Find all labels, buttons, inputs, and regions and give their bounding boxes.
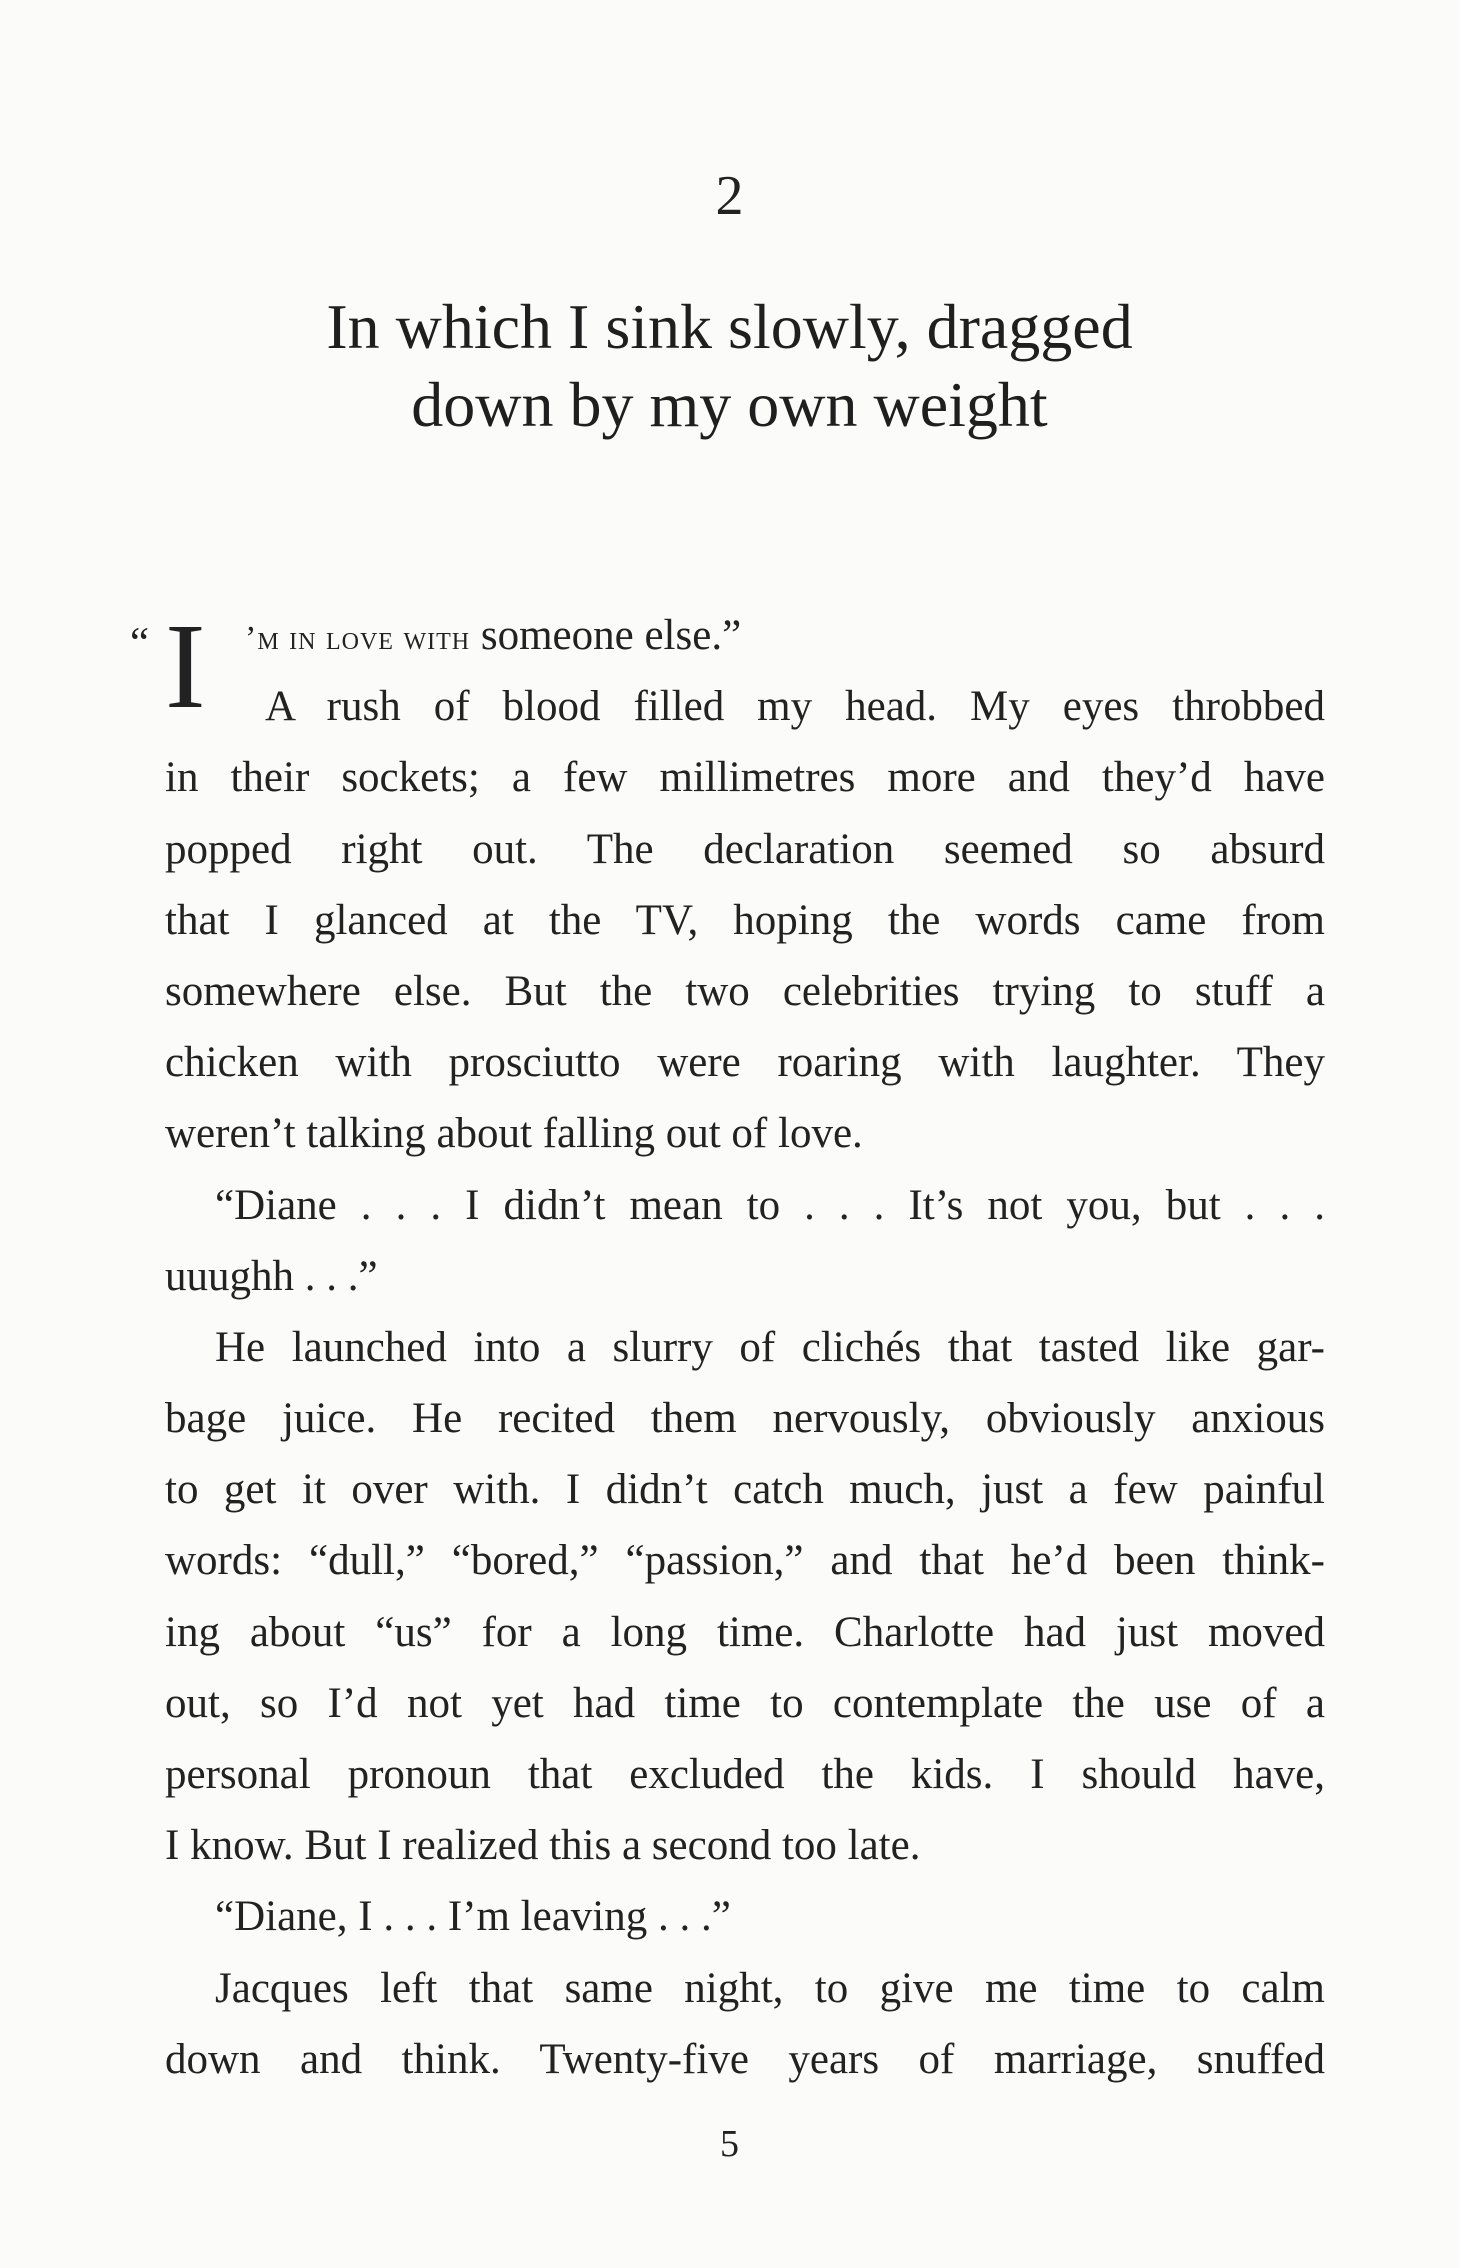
text-line: A rush of blood filled my head. My eyes throbbed [265, 683, 1325, 731]
text-line: down and think. Twenty-five years of marriage, snuffed [165, 2035, 1325, 2083]
chapter-title-line-2: down by my own weight [411, 369, 1048, 440]
chapter-title [0, 288, 1459, 444]
text-line: popped right out. The declaration seemed so absurd [165, 825, 1325, 873]
opening-rest: someone else.” [470, 612, 742, 659]
chapter-number: 2 [715, 165, 744, 227]
text-line-opening [165, 600, 1325, 671]
page-number: 5 [720, 2123, 739, 2165]
text-line: I know. But I realized this a second too late. [165, 1822, 921, 1870]
text-line: somewhere else. But the two celebrities trying to stuff a [165, 967, 1325, 1015]
opening-quote-mark: “ [130, 620, 150, 667]
opening-paragraph [130, 599, 1325, 742]
small-caps-lead: ’m in love with [245, 620, 471, 657]
text-line: chicken with prosciutto were roaring with laughter. They [165, 1039, 1325, 1087]
text-line: He launched into a slurry of clichés that tasted like gar- [215, 1323, 1325, 1371]
drop-cap: I [165, 599, 206, 734]
text-line: to get it over with. I didn’t catch much, just a few painful [165, 1466, 1325, 1514]
text-line: in their sockets; a few millimetres more and they’d have [165, 754, 1325, 802]
text-line: ing about “us” for a long time. Charlotte had just moved [165, 1608, 1325, 1656]
text-line: weren’t talking about falling out of love. [165, 1110, 863, 1158]
text-line: “Diane . . . I didn’t mean to . . . It’s not you, but . . . [215, 1181, 1325, 1229]
text-line: out, so I’d not yet had time to contemplate the use of a [165, 1679, 1325, 1727]
text-line: that I glanced at the TV, hoping the words came from [165, 896, 1325, 944]
chapter-title-line-1: In which I sink slowly, dragged [326, 291, 1133, 362]
text-line: words: “dull,” “bored,” “passion,” and that he’d been think- [165, 1537, 1325, 1585]
text-line: Jacques left that same night, to give me time to calm [215, 1964, 1325, 2012]
text-line: uuughh . . .” [165, 1252, 378, 1300]
text-line: “Diane, I . . . I’m leaving . . .” [215, 1893, 731, 1941]
text-line: personal pronoun that excluded the kids. I should have, [165, 1751, 1325, 1798]
text-line: bage juice. He recited them nervously, obviously anxious [165, 1395, 1325, 1443]
body-text [130, 599, 1325, 2095]
